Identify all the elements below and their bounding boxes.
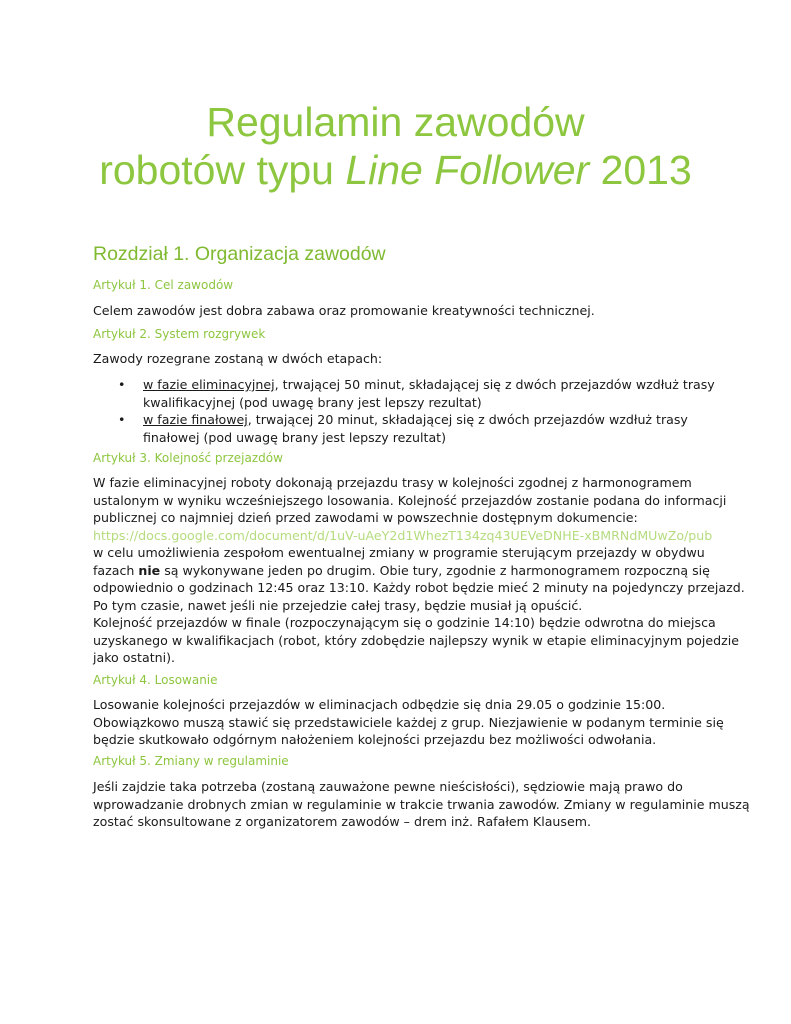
article-1-heading: Artykuł 1. Cel zawodów [93,278,234,292]
text-line: publicznej co najmniej dzień przed zawodami w powszechnie dostępnym dokumencie: [93,510,638,525]
text-fragment: , trwającej 20 minut, składającej się z dwóch przejazdów wzdłuż trasy [247,412,688,427]
text-line: Zawody rozegrane zostaną w dwóch etapach: [93,351,383,366]
text-line: W fazie eliminacyjnej roboty dokonają przejazdu trasy w kolejności zgodnej z harmonogramem [93,475,692,490]
article-5-heading: Artykuł 5. Zmiany w regulaminie [93,754,289,768]
article-3-paragraph-2 [93,614,739,667]
text-line: ustalonym w wyniku wcześniejszego losowania. Kolejność przejazdów zostanie podana do informacji [93,492,727,508]
article-3-heading: Artykuł 3. Kolejność przejazdów [93,451,283,465]
text-line: jako ostatni). [93,650,176,665]
phase-list [93,376,713,446]
underlined-term: w fazie eliminacyjnej [143,377,275,392]
text-line: zostać skonsultowane z organizatorem zawodów – drem inż. Rafałem Klausem. [93,814,591,829]
text-line: odpowiednio o godzinach 12:45 oraz 13:10. Każdy robot będzie mieć 2 minuty na pojedynczy przejazd. [93,580,745,595]
schedule-link[interactable]: https://docs.google.com/document/d/1uV-uAeY2d1WhezT134zq43UEVeDNHE-xBMRNdMUwZo/pub [93,527,713,543]
text-line: Kolejność przejazdów w finale (rozpoczynającym się o godzinie 14:10) będzie odwrotna do miejsca [93,615,716,630]
text-line: wprowadzanie drobnych zmian w regulaminie w trakcie trwania zawodów. Zmiany w regulaminie muszą [93,796,750,812]
text-fragment: są wykonywane jeden po drugim. Obie tury, zgodnie z harmonogramem rozpoczną się [160,562,710,578]
bullet-icon: • [118,377,126,392]
bold-word: nie [138,562,161,578]
text-line: Jeśli zajdzie taka potrzeba (zostaną zauważone pewne nieścisłości), sędziowie mają prawo do [93,779,683,794]
text-fragment: , trwającej 50 minut, składającej się z dwóch przejazdów wzdłuż trasy [274,377,715,392]
article-5-text [93,778,750,831]
text-fragment: fazach [93,562,139,578]
article-1-text [93,302,713,320]
title-italic: Line Follower [345,147,590,193]
text-line: Po tym czasie, nawet jeśli nie przejedzie całej trasy, będzie musiał ją opuścić. [93,597,583,613]
text-line: w celu umożliwienia zespołom ewentualnej zmiany w programie sterującym przejazdy w obydwu [93,545,705,560]
text-line [143,376,713,394]
title-prefix: robotów typu [99,147,346,193]
text-line: uzyskanego w kwalifikacjach (robot, który zdobędzie najlepszy wynik w etapie eliminacyjnym pojedzie [93,632,739,648]
document-title-line2 [0,146,791,194]
article-2-heading: Artykuł 2. System rozgrywek [93,327,266,341]
list-item [93,376,713,411]
text-line: kwalifikacyjnej (pod uwagę brany jest lepszy rezultat) [143,394,482,410]
text-line: finałowej (pod uwagę brany jest lepszy rezultat) [143,429,447,445]
article-3-paragraph-1 [93,474,745,614]
article-2-intro [93,350,713,368]
bullet-icon: • [118,412,126,427]
text-line: Obowiązkowo muszą stawić się przedstawiciele każdej z grup. Niezjawienie w podanym terminie się [93,714,724,730]
list-item [93,411,713,446]
text-line [143,411,713,429]
title-suffix: 2013 [589,147,692,193]
article-4-heading: Artykuł 4. Losowanie [93,673,218,687]
text-line: Celem zawodów jest dobra zabawa oraz promowanie kreatywności technicznej. [93,303,595,318]
text-line: będzie skutkowało odgórnym nałożeniem kolejności przejazdu bez możliwości odwołania. [93,732,657,747]
underlined-term: w fazie finałowej [143,412,248,427]
text-line: Losowanie kolejności przejazdów w eliminacjach odbędzie się dnia 29.05 o godzinie 15:00. [93,697,666,712]
document-title-line1: Regulamin zawodów [206,99,585,145]
article-4-text [93,696,724,749]
chapter-heading: Rozdział 1. Organizacja zawodów [93,243,386,265]
text-line [93,562,713,580]
